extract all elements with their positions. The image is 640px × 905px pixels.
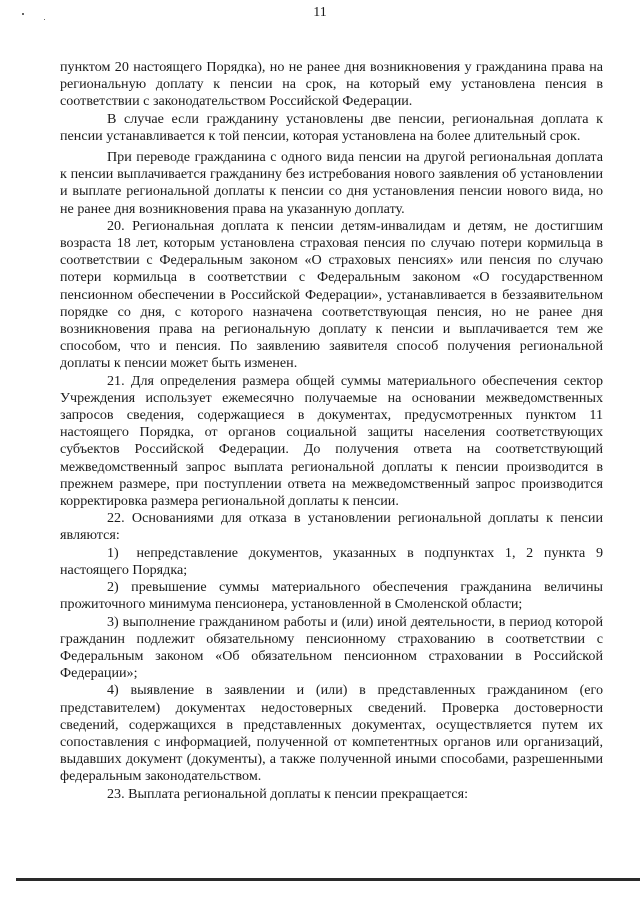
list-item: 4) выявление в заявлении и (или) в представленных гражданином (его представителем) документах недостоверных сведений. Проверка достоверности сведений, содержащихся в представленных документах, осуществляется путем их сопоставления с информацией, полученной от компетентных органов или организаций, выдавших документ (документы), а также полученной иными способами, разрешенными федеральным законодательством.	[60, 682, 603, 785]
paragraph-item-22: 22. Основаниями для отказа в установлении региональной доплаты к пенсии являются:	[60, 510, 603, 544]
list-item: 1) непредставление документов, указанных в подпунктах 1, 2 пункта 9 настоящего Порядка;	[60, 544, 603, 578]
paragraph: В случае если гражданину установлены две пенсии, региональная доплата к пенсии устанавливается к той пенсии, которая установлена на более длительный срок.	[60, 110, 603, 144]
paragraph: пунктом 20 настоящего Порядка), но не ранее дня возникновения у гражданина права на региональную доплату к пенсии на срок, на который ему установлена пенсия в соответствии с законодательством Российской Федерации.	[60, 59, 603, 110]
paragraph-item-20: 20. Региональная доплата к пенсии детям-инвалидам и детям, не достигшим возраста 18 лет, которым установлена страховая пенсия по случаю потери кормильца в соответствии с Федеральным законом «О страховых пенсиях» или пенсия по случаю потери кормильца в соответствии с Федеральным законом «О государственном пенсионном обеспечении в Российской Федерации», устанавливается в беззаявительном порядке со дня, с которого назначена соответствующая пенсия, но не ранее дня возникновения права на региональную доплату к пенсии и выплачивается тем же способом, что и пенсия. По заявлению заявителя способ получения региональной доплаты к пенсии может быть изменен.	[60, 217, 603, 372]
document-body	[60, 59, 603, 803]
scan-border-line	[16, 878, 640, 881]
paragraph: При переводе гражданина с одного вида пенсии на другой региональная доплата к пенсии выплачивается гражданину без истребования нового заявления об установлении и выплате региональной доплаты к пенсии со дня установления пенсии нового вида, но не ранее дня возникновения права на указанную доплату.	[60, 149, 603, 217]
list-item: 3) выполнение гражданином работы и (или) иной деятельности, в период которой гражданин подлежит обязательному пенсионному страхованию в соответствии с Федеральным законом «Об обязательном пенсионном страховании в Российской Федерации»;	[60, 613, 603, 682]
paragraph-item-23: 23. Выплата региональной доплаты к пенсии прекращается:	[107, 785, 469, 802]
page-number: 11	[313, 5, 327, 20]
list-item: 2) превышение суммы материального обеспечения гражданина величины прожиточного минимума пенсионера, установленной в Смоленской области;	[60, 579, 603, 613]
paragraph-item-21: 21. Для определения размера общей суммы материального обеспечения сектор Учреждения использует ежемесячно получаемые на основании межведомственных запросов сведения, содержащиеся в документах, предусмотренных пунктом 11 настоящего Порядка, от органов социальной защиты населения соответствующих субъектов Российской Федерации. До получения ответа на соответствующий межведомственный запрос выплата региональной доплаты к пенсии производится в прежнем размере, при поступлении ответа на межведомственный запрос производится корректировка размера региональной доплаты к пенсии.	[60, 372, 603, 510]
